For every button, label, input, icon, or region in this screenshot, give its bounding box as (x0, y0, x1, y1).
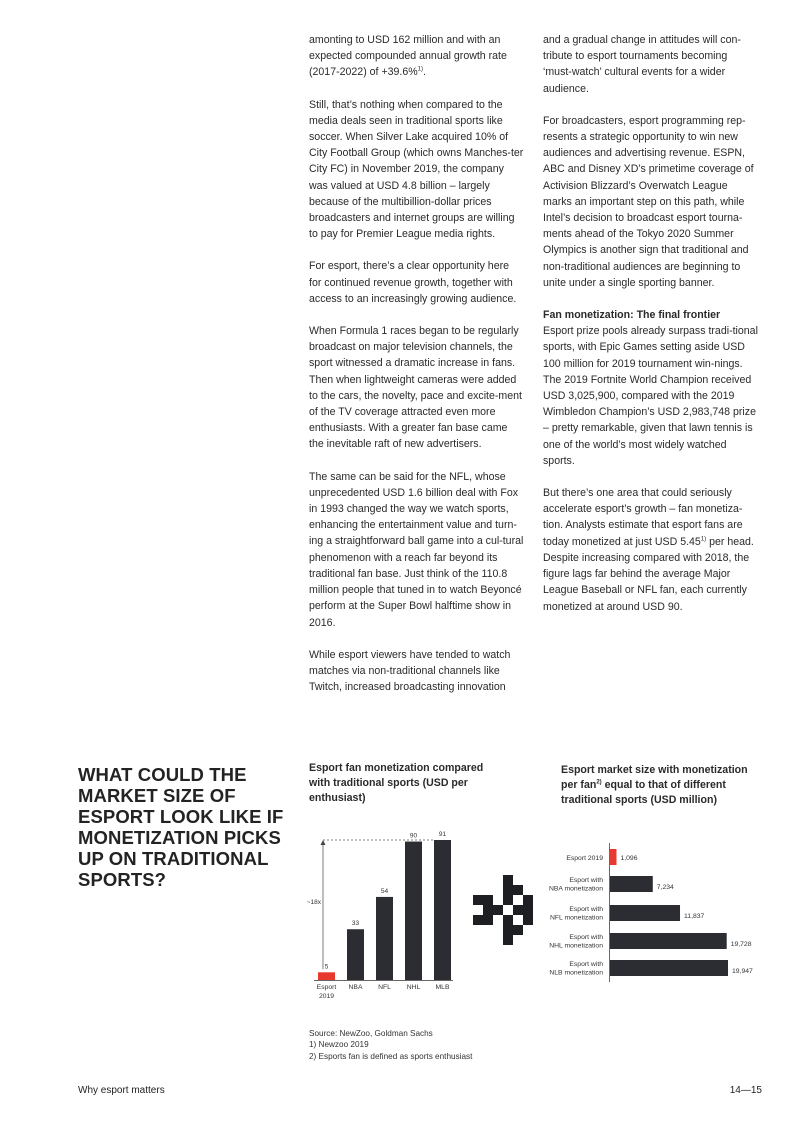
paragraph-text: For esport, there’s a clear opportunity here for continued revenue growth, together with access to an increasingly growing audience. (309, 260, 517, 305)
footnote-ref: 1) (417, 66, 424, 73)
hbar-category-label: NFL monetization (549, 914, 603, 922)
paragraph-text: per head. Despite increasing compared with 2018, the figure lags far behind the average Major League Baseball or NFL fan, each currently monetized at around USD 90. (543, 535, 754, 613)
chart1-title: Esport fan monetization compared with traditional sports (USD per enthusiast) (309, 762, 484, 804)
annotation-label: ~18x (306, 899, 321, 906)
chart2-title-part: equal to that of different traditional sports (USD million) (561, 779, 726, 806)
bar-value-label: 90 (409, 832, 418, 840)
chart2-title-footnote: 2) (596, 779, 602, 786)
hbar-category-label: Esport with (569, 877, 603, 884)
category-label: NHL (406, 984, 421, 991)
category-label: 2019 (318, 993, 335, 1000)
category-label: NBA (348, 984, 363, 991)
hbar-category-label: Esport with (569, 934, 603, 941)
paragraph-text: For broadcasters, esport programming rep-resents a strategic opportunity to win new audiences and advertising revenue. ESPN, ABC and Disney XD’s primetime coverage of Activision Blizzard’s Overwatch League marks an important step on this path, while Intel’s decision to broadcast esport tourna-ments ahead of the Tokyo 2020 Summer Olympics is another sign that traditional and non-traditional audiences are beginning to unite under a single sporting banner. (543, 114, 754, 289)
category-label: NFL (378, 984, 391, 991)
hbar-3 (610, 933, 727, 949)
hbar-value-label: 7,234 (656, 884, 674, 891)
paragraph-text: and a gradual change in attitudes will con-tribute to esport tournaments becoming ‘must-watch’ cultural events for a wider audience. (543, 34, 741, 95)
hbar-value-label: 19,728 (730, 941, 752, 948)
footnote-2: 2) Esports fan is defined as sports enthusiast (309, 1051, 473, 1061)
chart2-title-part: Esport market size with monetization per fan (561, 764, 748, 791)
hbar-category-label: NLB monetization (549, 969, 603, 977)
bar-value-label: 33 (351, 920, 360, 928)
bar-value-label: 5 (324, 963, 329, 971)
hbar-0 (610, 849, 616, 865)
category-label: Esport (316, 984, 337, 991)
bar-value-label: 54 (380, 887, 389, 895)
paragraph-text: Still, that’s nothing when compared to the media deals seen in traditional sports like soccer. When Silver Lake acquired 10% of City Football Group (which owns Manches-ter City FC) in November 2019, the company was valued at USD 4.8 billion – largely because of the multibillion-dollar prices broadcasters and internet groups are willing to pay for Premier League media rights. (309, 98, 524, 241)
paragraph-text: While esport viewers have tended to watch matches via non-traditional channels like Twitch, increased broadcasting innovation (309, 648, 511, 694)
hbar-4 (610, 960, 728, 976)
paragraph-text: When Formula 1 races began to be regularly broadcast on major television channels, the sport witnessed a dramatic increase in fans. Then when lightweight cameras were added to the cars, the novelty, pace and excite-ment of the TV coverage attracted even more enthusiasts. With a greater fan base came the inevitable raft of new advertisers. (309, 325, 522, 451)
hbar-category-label: Esport with (569, 906, 603, 913)
hbar-1 (610, 876, 653, 892)
paragraph-text: But there’s one area that could seriously accelerate esport’s growth – fan monetiza-tion. Analysts estimate that esport fans are today monetized at just USD 5.45 (543, 487, 743, 548)
footer-page-numbers: 14—15 (729, 1085, 762, 1096)
hbar-value-label: 1,096 (620, 855, 638, 862)
footnote-ref: 1) (700, 536, 707, 543)
hbar-2 (610, 905, 680, 921)
bar-value-label: 91 (438, 831, 447, 838)
paragraph-text: . (423, 66, 426, 79)
source-notes (309, 1028, 472, 1062)
paragraph-text: amonting to USD 162 million and with an expected compounded annual growth rate (2017-2022) of +39.6% (309, 34, 507, 79)
source-line: Source: NewZoo, Goldman Sachs (309, 1029, 433, 1038)
hbar-category-label: Esport 2019 (566, 855, 603, 862)
paragraph-text: Esport prize pools already surpass tradi-tional sports, with Epic Games setting aside USD 100 million for 2019 tournament win-nings. The 2019 Fortnite World Champion received USD 3,025,900, compared with the 2019 Wimbledon Champion’s USD 2,983,748 prize – pretty remarkable, given that lawn tennis is one of the world’s most widely watched sports. (543, 325, 758, 467)
footnote-1: 1) Newzoo 2019 (309, 1040, 369, 1050)
paragraph-text: The same can be said for the NFL, whose unprecedented USD 1.6 billion deal with Fox in 1993 changed the way we watch sports, enhancing the entertainment value and turn-ing a straightforward ball game into a cul-tural phenomenon with a reach far beyond its traditional fan base. Just think of the 110.8 million people that tuned in to watch Beyoncé perform at the Super Bowl halftime show in 2016. (309, 470, 524, 629)
category-label: MLB (435, 984, 450, 991)
hbar-value-label: 19,947 (732, 968, 753, 975)
footer-section-title: Why esport matters (78, 1085, 165, 1096)
section-heading: WHAT COULD THE MARKET SIZE OF ESPORT LOOK LIKE IF MONETIZATION PICKS UP ON TRADITIONAL SPORTS? (78, 764, 284, 890)
hbar-value-label: 11,837 (684, 913, 705, 920)
hbar-category-label: Esport with (569, 961, 603, 968)
hbar-category-label: NBA monetization (548, 885, 603, 893)
hbar-category-label: NHL monetization (549, 942, 603, 950)
paragraph-text: Fan monetization: The final frontier (543, 309, 721, 322)
